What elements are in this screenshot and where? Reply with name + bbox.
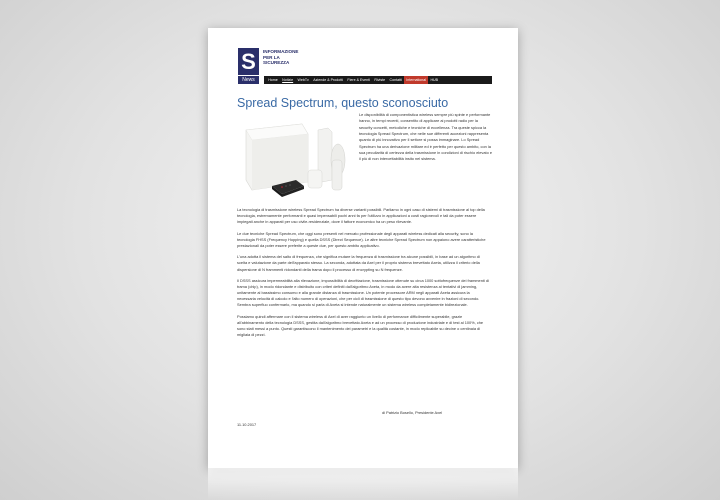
nav-item-webtv[interactable]: WebTv xyxy=(297,78,309,82)
nav-item-fiere[interactable]: Fiere & Eventi xyxy=(347,78,370,82)
nav-item-notizie[interactable]: Notizie xyxy=(282,78,294,82)
body-paragraph: L'una adotta il sistema del salto di frequenza, che significa mutare la frequenza di trasmissione tra alcune possibili, in base ad un algoritmo di scelta e valutazione da parte dell'apparato stesso. La seconda, adottata da Axel per il proprio sistema brevettato Axeta, utilizza il criterio della dispersione di N frammenti ridondanti della trama dopo il processo di encrypting su N frequenze. xyxy=(237,254,480,272)
logo-sub: News xyxy=(238,76,259,84)
article-title: Spread Spectrum, questo sconosciuto xyxy=(237,96,449,110)
nav-item-contatti[interactable]: Contatti xyxy=(389,78,402,82)
s-news-logo[interactable] xyxy=(238,48,259,84)
body-paragraph: Le due tecniche Spread Spectrum, che oggi sono presenti nel mercato professionale degli apparati wireless dedicati alla security, sono la tecnologia FHSS (Frequency Hopping) e quella DSSS (Direct Sequence). Le altre tecniche Spread Spectrum non appaiono avere caratteristiche prestazionali da poter essere preferite a queste due, per questo ambito applicativo. xyxy=(237,230,486,248)
nav-item-home[interactable]: Home xyxy=(268,78,278,82)
article-page xyxy=(208,28,518,468)
nav-item-aziende[interactable]: Aziende & Prodotti xyxy=(313,78,344,82)
body-paragraph: Possiamo quindi affermare con il sistema wireless di Axel di aver raggiunto un livello di performance difficilmente superabile, grazie all'abbinamento della tecnologia DSSS, gestita dall'algoritmo brevettato Axeta e ad un processo di produzione industriale e di test al 100%, che sono stati messi a punto. Questi garantiscono il mantenimento dei parametri e la qualità costante, in modo replicabile su decine o centinaia di migliaia di pezzi. xyxy=(237,313,484,338)
article-intro: Le disponibilità di componentistica wireless sempre più spinte e performante hanno, in tempi recenti, consentito di applicare ai prodotti radio per la security concetti, metodiche e tecniche di eccellenza. Tra queste spicca la tecnologia Spread Spectrum, che nelle sue differenti accezioni rappresenta quanto di più innovativo per il settore si possa immaginare. Lo Spread Spectrum ha una derivazione militare ed è perfetto per questo ambito, con la sua peculiarità di certezza della trasmissione in condizioni di rischio elevato e il più di non intercettabilità insito nel sistema. xyxy=(359,112,492,162)
brand-tagline xyxy=(263,49,333,66)
body-paragraph: Il DSSS assicura impermeabilità alla rilevazione, impossibilità di decrittazione, trasmissione ottenute su circa 1000 sottofrequenze dei frammenti di trama (chip), in modo ridondante e distribuito con criteri definiti dall'algoritmo Axeta, in modo da avere alta resistenza ai tentativi di jamming, unitamente al bassissimo consumo e alla grande distanza di trasmissione. Un potente processore ARM negli apparati Axeta assicura la necessaria velocità di calcolo e l'alto numero di operazioni, che per cicli di trasmissione di questo tipo devono avvenire in frazioni di secondo. Sembra superfluo confermarlo, ma quando si parla di Axeta si intende naturalmente un sistema wireless completamente bidirezionale. xyxy=(237,278,489,308)
body-paragraph: La tecnologia di trasmissione wireless Spread Spectrum ha diverse varianti possibili. Parliamo in ogni caso di sistemi di trasmissione al top della tecnologia, estremamente performanti e quasi impensabili pochi anni fa per l'utilizzo in applicazioni a costi ragionevoli e tali da poter essere impiegati anche in apparati per uso civile-residenziale, dove il fattore economico ha un peso rilevante. xyxy=(237,207,485,225)
logo-letter: S xyxy=(238,48,259,75)
article-body xyxy=(237,207,489,344)
tagline-line: INFORMAZIONE xyxy=(263,49,299,54)
page-reflection xyxy=(208,468,518,500)
tagline-line: SICUREZZA xyxy=(263,60,290,65)
nav-item-riviste[interactable]: Riviste xyxy=(374,78,386,82)
article-signature: di Patrizio Bosello, Presidente Axel xyxy=(382,410,443,415)
main-nav xyxy=(264,76,492,84)
product-image xyxy=(238,120,356,204)
nav-item-hub[interactable]: HUB xyxy=(430,78,439,82)
tagline-line: PER LA xyxy=(263,54,280,60)
article-date: 11.10.2017 xyxy=(237,422,257,427)
nav-item-international[interactable]: International xyxy=(404,76,428,84)
